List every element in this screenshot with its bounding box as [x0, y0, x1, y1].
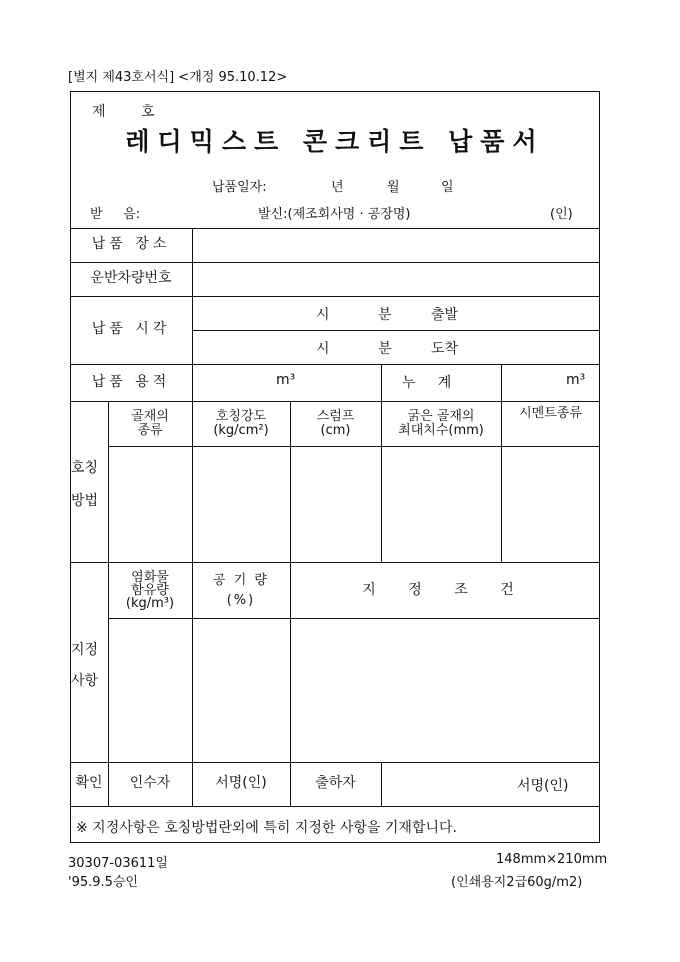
delivery-place-value[interactable]: [193, 229, 599, 262]
confirmation-label: 확인: [75, 775, 103, 792]
document-title: 레디믹스트 콘크리트 납품서: [125, 127, 545, 157]
delivery-volume-label: 납품 용적: [91, 373, 171, 390]
delivery-day: 일: [441, 180, 454, 195]
arrival-status: 도착: [431, 341, 459, 357]
receiver-signature[interactable]: 서명(인): [215, 775, 267, 792]
sender-label: 발신:(제조회사명 · 공장명): [258, 207, 411, 222]
shipper-label: 출하자: [315, 775, 356, 792]
chloride-content-header: 염화물 함유량 (kg/m³): [125, 570, 175, 611]
cumulative-label: 누 계: [402, 375, 452, 391]
max-aggregate-size-header: 굵은 골재의 최대치수(mm): [398, 408, 484, 438]
departure-status: 출발: [431, 307, 459, 323]
footer-paper-spec: (인쇄용지2급60g/m2): [451, 875, 583, 890]
nominal-strength-header: 호칭강도 (kg/cm²): [213, 408, 269, 438]
footer-paper-size: 148mm×210mm: [496, 852, 608, 867]
designation-method-side-label-2: 방법: [71, 493, 99, 509]
designated-items-side-label-1: 지정: [71, 642, 99, 658]
slump-header: 스럼프 (cm): [316, 408, 355, 438]
delivery-month: 월: [387, 180, 400, 195]
delivery-volume-unit: m³: [276, 372, 296, 388]
air-content-header: 공 기 량 (%): [213, 573, 269, 608]
designation-method-side-label-1: 호칭: [71, 460, 99, 476]
form-label: [별지 제43호서식] <개정 95.10.12>: [68, 70, 288, 85]
vehicle-number-label: 운반차량번호: [90, 270, 172, 287]
arrival-minute: 분: [378, 341, 392, 357]
cement-type-header: 시멘트종류: [519, 405, 582, 421]
document-number-label: 제 호: [92, 104, 155, 120]
delivery-year: 년: [331, 180, 344, 195]
delivery-place-label: 납품 장소: [91, 236, 171, 253]
departure-hour: 시: [316, 307, 330, 323]
footer-form-code: 30307-03611일: [68, 856, 168, 871]
aggregate-type-header: 골재의 종류: [131, 408, 169, 438]
vehicle-number-value[interactable]: [193, 263, 599, 296]
designated-conditions-header: 지 정 조 건: [362, 581, 528, 598]
shipper-signature[interactable]: 서명(인): [517, 778, 569, 794]
arrival-hour: 시: [316, 341, 330, 357]
form-note: ※ 지정사항은 호칭방법란외에 특히 지정한 사항을 기재합니다.: [76, 820, 457, 836]
designated-items-side-label-2: 사항: [71, 673, 99, 689]
footer-approval: '95.9.5승인: [68, 875, 139, 890]
receiver-label: 인수자: [129, 775, 171, 792]
delivery-date-label: 납품일자:: [212, 180, 267, 195]
departure-minute: 분: [378, 307, 392, 323]
cumulative-unit: m³: [566, 372, 586, 388]
sender-seal: (인): [550, 207, 573, 222]
recipient-label: 받 음:: [90, 207, 141, 222]
delivery-time-label: 납품 시각: [91, 321, 171, 338]
